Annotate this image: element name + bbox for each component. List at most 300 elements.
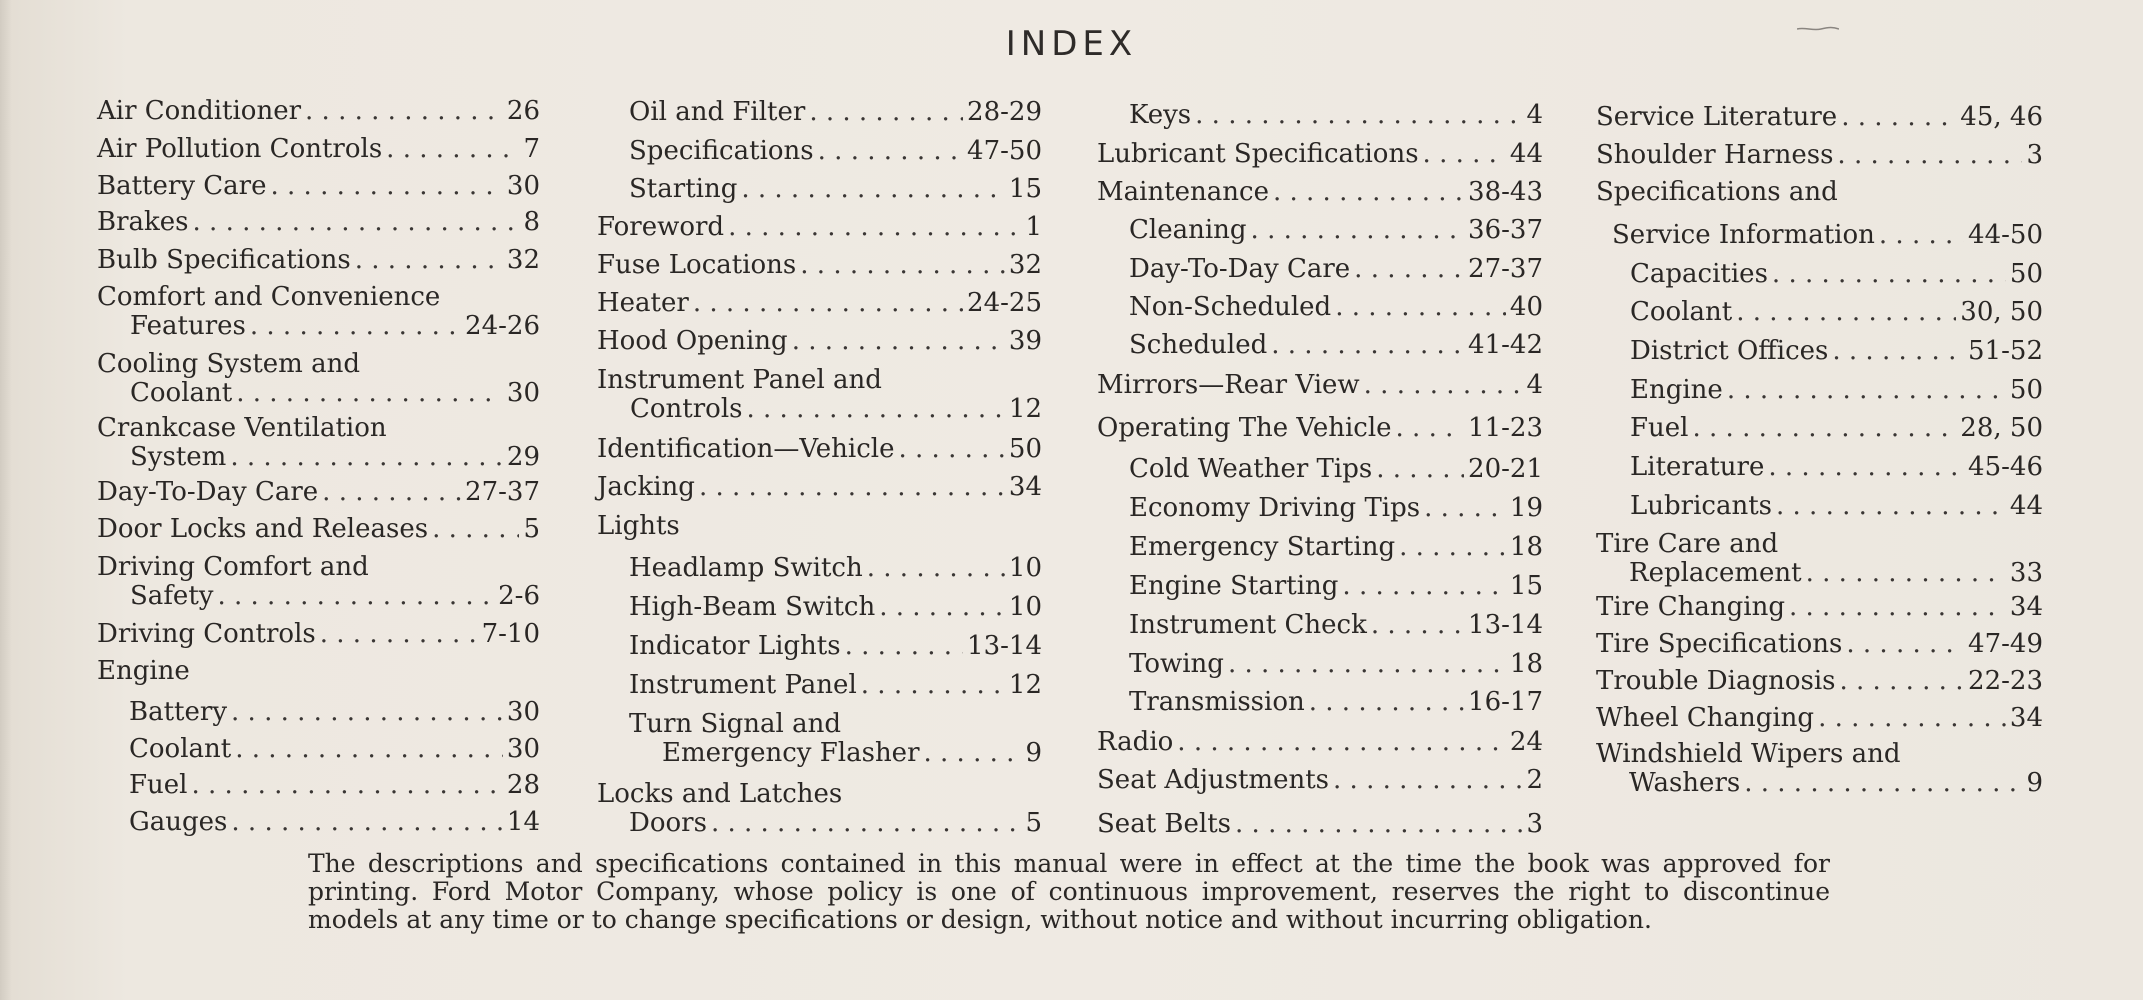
index-entry <box>97 771 540 800</box>
index-page-number: 9 <box>2026 768 2043 798</box>
index-page-number: 2-6 <box>498 581 540 611</box>
index-page-number: 28 <box>506 770 540 800</box>
index-entry-line <box>597 809 1042 838</box>
leader-dots <box>1879 221 1964 250</box>
index-entry-line <box>597 512 1042 541</box>
leader-dots <box>1776 492 2006 521</box>
leader-dots <box>236 379 503 408</box>
index-entry <box>97 246 540 275</box>
index-entry-label: Day-To-Day Care <box>1129 254 1351 284</box>
index-page-number: 44 <box>1509 139 1543 169</box>
index-page-number: 34 <box>2009 592 2043 622</box>
leader-dots <box>217 582 494 611</box>
index-entry-label: Identification—Vehicle <box>597 434 895 464</box>
index-entry-line <box>1097 414 1543 443</box>
index-entry <box>97 208 540 237</box>
index-entry-continuation: Safety <box>130 581 214 611</box>
index-entry <box>1097 572 1543 601</box>
index-entry <box>1097 101 1543 130</box>
leader-dots <box>1309 688 1464 717</box>
index-entry <box>1097 810 1543 839</box>
index-page-number: 40 <box>1509 292 1543 322</box>
leader-dots <box>1423 140 1506 169</box>
index-entry-line <box>97 246 540 275</box>
index-entry <box>97 657 540 686</box>
ink-smudge <box>1797 26 1839 32</box>
index-entry-continuation: Doors <box>629 808 707 838</box>
leader-dots <box>1832 337 1964 366</box>
index-entry <box>97 553 540 611</box>
index-entry-label: Fuse Locations <box>597 250 797 280</box>
index-page-number: 24 <box>1509 727 1543 757</box>
index-entry-line <box>1596 530 2043 559</box>
index-entry <box>97 414 540 472</box>
index-entry <box>1097 140 1543 169</box>
index-entry <box>1596 337 2043 366</box>
index-page-number: 19 <box>1509 493 1543 523</box>
index-entry-label: Engine Starting <box>1129 571 1339 601</box>
leader-dots <box>800 251 1005 280</box>
index-entry <box>1596 178 2043 207</box>
index-page-number: 34 <box>2009 703 2043 733</box>
index-entry <box>97 515 540 544</box>
index-entry-label: Service Information <box>1612 220 1875 250</box>
index-entry-label: Tire Changing <box>1596 592 1785 622</box>
index-entry <box>597 554 1042 583</box>
leader-dots <box>1744 769 2022 798</box>
index-entry-line <box>97 97 540 126</box>
index-entry-label: Crankcase Ventilation <box>97 413 387 443</box>
index-entry <box>597 473 1042 502</box>
index-page-number: 3 <box>1526 809 1543 839</box>
index-entry <box>597 175 1042 204</box>
index-entry-continuation: System <box>130 442 227 472</box>
leader-dots <box>1727 376 2006 405</box>
index-page-number: 32 <box>1008 250 1042 280</box>
index-page-number: 8 <box>523 207 540 237</box>
leader-dots <box>1354 255 1464 284</box>
leader-dots <box>1839 667 1964 696</box>
index-entry-label: Jacking <box>597 472 695 502</box>
index-entry-label: Cleaning <box>1129 215 1247 245</box>
index-entry <box>1097 766 1543 795</box>
leader-dots <box>746 395 1004 424</box>
index-entry-label: Fuel <box>1630 413 1689 443</box>
index-entry-label: Day-To-Day Care <box>97 477 319 507</box>
index-page-number: 44-50 <box>1968 220 2043 250</box>
index-entry-line <box>97 657 540 686</box>
index-entry <box>1596 221 2043 250</box>
index-page-number: 2 <box>1526 765 1543 795</box>
index-entry <box>97 478 540 507</box>
index-page-number: 10 <box>1008 592 1042 622</box>
index-entry <box>1097 688 1543 717</box>
index-entry-line <box>597 175 1042 204</box>
index-page-number: 30 <box>506 378 540 408</box>
leader-dots <box>230 443 503 472</box>
index-entry-label: Shoulder Harness <box>1596 140 1834 170</box>
index-entry-label: Transmission <box>1129 687 1305 717</box>
leader-dots <box>231 808 503 837</box>
index-entry-continuation: Replacement <box>1629 558 1802 588</box>
index-page-number: 3 <box>2026 140 2043 170</box>
index-page-number: 22-23 <box>1968 666 2043 696</box>
index-page-number: 18 <box>1509 649 1543 679</box>
leader-dots <box>711 809 1022 838</box>
index-entry-line <box>1097 140 1543 169</box>
index-entry-line <box>1097 178 1543 207</box>
index-entry-line <box>1097 455 1543 484</box>
leader-dots <box>355 246 503 275</box>
index-entry <box>1097 611 1543 640</box>
index-page-number: 24-26 <box>465 311 540 341</box>
index-page-number: 12 <box>1008 394 1042 424</box>
index-entry <box>1596 740 2043 798</box>
leader-dots <box>861 671 1005 700</box>
index-entry-line <box>597 327 1042 356</box>
index-entry-label: Tire Specifications <box>1596 629 1843 659</box>
index-page-number: 32 <box>506 245 540 275</box>
index-entry <box>97 97 540 126</box>
index-entry-label: Lights <box>597 511 680 541</box>
index-page-number: 7-10 <box>481 619 540 649</box>
index-page-number: 15 <box>1509 571 1543 601</box>
index-entry-line <box>597 289 1042 318</box>
leader-dots <box>1789 593 2006 622</box>
leader-dots <box>792 327 1005 356</box>
leader-dots <box>250 312 461 341</box>
index-entry <box>1596 704 2043 733</box>
index-entry-line <box>597 137 1042 166</box>
leader-dots <box>1371 611 1464 640</box>
index-page-number: 51-52 <box>1968 336 2043 366</box>
index-entry-label: Emergency Starting <box>1129 532 1396 562</box>
leader-dots <box>193 208 520 237</box>
leader-dots <box>1342 572 1505 601</box>
index-entry-line <box>97 582 540 611</box>
index-entry <box>1596 593 2043 622</box>
leader-dots <box>1768 453 1964 482</box>
index-entry-line <box>97 414 540 443</box>
leader-dots <box>235 735 503 764</box>
index-entry-label: Hood Opening <box>597 326 788 356</box>
index-page-number: 36-37 <box>1468 215 1543 245</box>
index-entry-line <box>1097 371 1543 400</box>
index-entry-label: Bulb Specifications <box>97 245 351 275</box>
index-entry <box>597 671 1042 700</box>
index-entry-line <box>97 379 540 408</box>
index-entry-label: Capacities <box>1630 259 1768 289</box>
index-entry-line <box>597 435 1042 464</box>
leader-dots <box>818 137 963 166</box>
index-entry-label: Non-Scheduled <box>1129 292 1332 322</box>
index-entry-continuation: Coolant <box>130 378 233 408</box>
index-entry-label: Cold Weather Tips <box>1129 454 1373 484</box>
index-entry-line <box>597 632 1042 661</box>
index-entry-line <box>1596 337 2043 366</box>
index-entry-line <box>97 808 540 837</box>
index-page-number: 45-46 <box>1968 452 2043 482</box>
index-entry-line <box>1097 766 1543 795</box>
leader-dots <box>1364 371 1523 400</box>
index-entry <box>1596 453 2043 482</box>
leader-dots <box>1693 414 1957 443</box>
leader-dots <box>845 632 963 661</box>
index-entry-line <box>1596 769 2043 798</box>
index-entry-line <box>97 553 540 582</box>
index-entry-line <box>1596 298 2043 327</box>
index-page-number: 18 <box>1509 532 1543 562</box>
index-page-number: 50 <box>1008 434 1042 464</box>
index-entry <box>1097 331 1543 360</box>
index-entry-continuation: Features <box>130 311 246 341</box>
index-entry-line <box>1097 255 1543 284</box>
index-page-number: 50 <box>2009 375 2043 405</box>
leader-dots <box>924 739 1022 768</box>
index-page-number: 38-43 <box>1468 177 1543 207</box>
leader-dots <box>1396 414 1465 443</box>
index-entry <box>97 172 540 201</box>
index-entry-line <box>597 395 1042 424</box>
leader-dots <box>867 554 1005 583</box>
leader-dots <box>898 435 1004 464</box>
index-page-number: 50 <box>2009 259 2043 289</box>
index-page-number: 27-37 <box>1468 254 1543 284</box>
index-entry-line <box>1097 293 1543 322</box>
leader-dots <box>270 172 502 201</box>
index-entry <box>1596 141 2043 170</box>
index-entry-line <box>597 739 1042 768</box>
index-page-number: 5 <box>523 514 540 544</box>
leader-dots <box>1376 455 1464 484</box>
index-entry-line <box>1097 650 1543 679</box>
index-entry <box>1097 494 1543 523</box>
index-page-number: 26 <box>506 96 540 126</box>
index-entry <box>1097 650 1543 679</box>
index-entry <box>1097 216 1543 245</box>
index-entry-line <box>1097 494 1543 523</box>
leader-dots <box>320 620 478 649</box>
index-entry-label: Foreword <box>597 212 725 242</box>
index-entry <box>97 350 540 408</box>
index-entry-label: Heater <box>597 288 689 318</box>
index-entry <box>597 289 1042 318</box>
index-entry-line <box>1596 414 2043 443</box>
index-entry-line <box>597 593 1042 622</box>
index-page-number: 28, 50 <box>1960 413 2043 443</box>
index-entry-line <box>1596 667 2043 696</box>
index-entry-label: Locks and Latches <box>597 779 843 809</box>
leader-dots <box>1818 704 2006 733</box>
index-entry-label: Wheel Changing <box>1596 703 1815 733</box>
index-page-number: 14 <box>506 807 540 837</box>
index-entry <box>597 137 1042 166</box>
index-page-number: 20-21 <box>1468 454 1543 484</box>
index-entry <box>597 251 1042 280</box>
leader-dots <box>1736 298 1956 327</box>
index-entry <box>97 735 540 764</box>
index-entry-line <box>1596 103 2043 132</box>
index-entry-line <box>1596 141 2043 170</box>
index-entry <box>1596 103 2043 132</box>
index-entry-line <box>97 443 540 472</box>
leader-dots <box>1837 141 2022 170</box>
index-entry-label: Instrument Panel and <box>597 365 882 395</box>
index-entry-label: Tire Care and <box>1596 529 1779 559</box>
index-entry-label: Seat Belts <box>1097 809 1232 839</box>
index-page-number: 41-42 <box>1468 330 1543 360</box>
index-entry-label: Towing <box>1129 649 1224 679</box>
index-entry <box>1596 667 2043 696</box>
index-entry-label: Engine <box>97 656 190 686</box>
index-entry-line <box>1596 559 2043 588</box>
index-entry-continuation: Controls <box>630 394 743 424</box>
index-entry-label: Brakes <box>97 207 189 237</box>
leader-dots <box>1273 178 1464 207</box>
index-entry-line <box>97 515 540 544</box>
index-page-number: 4 <box>1526 100 1543 130</box>
index-page-number: 30 <box>506 171 540 201</box>
index-entry <box>1097 371 1543 400</box>
index-entry-label: Coolant <box>129 734 232 764</box>
index-entry <box>597 632 1042 661</box>
index-entry-label: Windshield Wipers and <box>1596 739 1901 769</box>
index-page-number: 29 <box>506 442 540 472</box>
index-entry <box>1097 728 1543 757</box>
index-page-number: 44 <box>2009 491 2043 521</box>
index-entry-label: Specifications and <box>1596 177 1838 207</box>
index-entry-label: Air Pollution Controls <box>97 134 383 164</box>
index-entry-label: Lubricants <box>1630 491 1772 521</box>
index-entry-line <box>597 473 1042 502</box>
leader-dots <box>305 97 503 126</box>
index-entry-line <box>597 213 1042 242</box>
index-entry-line <box>1596 492 2043 521</box>
index-entry-line <box>1596 376 2043 405</box>
index-entry-label: Turn Signal and <box>629 709 842 739</box>
index-entry-line <box>1596 593 2043 622</box>
index-page-number: 13-14 <box>967 631 1042 661</box>
index-entry <box>97 808 540 837</box>
index-entry-line <box>97 735 540 764</box>
index-entry <box>1596 376 2043 405</box>
index-entry-line <box>597 366 1042 395</box>
index-entry-label: Coolant <box>1630 297 1733 327</box>
index-entry-label: Lubricant Specifications <box>1097 139 1419 169</box>
index-page-number: 28-29 <box>967 97 1042 127</box>
index-entry-line <box>1097 572 1543 601</box>
index-page-number: 47-50 <box>967 136 1042 166</box>
leader-dots <box>1251 216 1465 245</box>
index-entry-label: Seat Adjustments <box>1097 765 1330 795</box>
index-entry <box>597 366 1042 424</box>
index-entry-line <box>1097 688 1543 717</box>
index-entry-label: Fuel <box>129 770 188 800</box>
index-entry <box>597 780 1042 838</box>
index-entry-line <box>597 251 1042 280</box>
index-page-number: 47-49 <box>1968 629 2043 659</box>
index-page-number: 12 <box>1008 670 1042 700</box>
index-entry-line <box>97 135 540 164</box>
index-entry-line <box>597 98 1042 127</box>
index-entry <box>1596 414 2043 443</box>
index-page-number: 30 <box>506 697 540 727</box>
index-entry <box>597 435 1042 464</box>
index-entry-line <box>1097 728 1543 757</box>
leader-dots <box>1335 293 1506 322</box>
index-page-number: 10 <box>1008 553 1042 583</box>
index-page-number: 13-14 <box>1468 610 1543 640</box>
leader-dots <box>1841 103 1956 132</box>
leader-dots <box>1399 533 1506 562</box>
index-entry-line <box>97 620 540 649</box>
index-entry-label: Indicator Lights <box>629 631 841 661</box>
index-entry <box>97 698 540 727</box>
index-entry-label: Oil and Filter <box>629 97 806 127</box>
leader-dots <box>322 478 461 507</box>
index-entry <box>97 620 540 649</box>
index-entry-line <box>1097 611 1543 640</box>
index-page-number: 5 <box>1025 808 1042 838</box>
leader-dots <box>1177 728 1506 757</box>
index-entry-label: Battery <box>129 697 228 727</box>
index-entry <box>1596 530 2043 588</box>
index-page-number: 4 <box>1526 370 1543 400</box>
index-entry <box>1097 178 1543 207</box>
index-page-number: 45, 46 <box>1960 102 2043 132</box>
index-entry-line <box>1596 178 2043 207</box>
index-entry-label: Headlamp Switch <box>629 553 863 583</box>
index-page-number: 16-17 <box>1468 687 1543 717</box>
index-page-number: 7 <box>523 134 540 164</box>
index-entry-label: Operating The Vehicle <box>1097 413 1392 443</box>
index-entry-line <box>97 172 540 201</box>
index-page-number: 1 <box>1025 212 1042 242</box>
index-entry-line <box>97 350 540 379</box>
leader-dots <box>192 771 503 800</box>
leader-dots <box>1806 559 2006 588</box>
index-entry-line <box>97 478 540 507</box>
index-entry-label: Maintenance <box>1097 177 1269 207</box>
index-entry-label: Keys <box>1129 100 1192 130</box>
leader-dots <box>879 593 1005 622</box>
leader-dots <box>1846 630 1964 659</box>
index-page-number: 30, 50 <box>1960 297 2043 327</box>
index-entry-label: District Offices <box>1630 336 1829 366</box>
index-entry <box>97 283 540 341</box>
index-entry-label: Battery Care <box>97 171 267 201</box>
index-entry-line <box>1596 740 2043 769</box>
index-entry-line <box>97 312 540 341</box>
leader-dots <box>432 515 519 544</box>
index-page-number: 39 <box>1008 326 1042 356</box>
index-entry-line <box>1596 260 2043 289</box>
index-entry-line <box>97 283 540 312</box>
index-page-number: 30 <box>506 734 540 764</box>
index-page-number: 11-23 <box>1468 413 1543 443</box>
leader-dots <box>1333 766 1522 795</box>
index-entry <box>1596 492 2043 521</box>
index-page-number: 34 <box>1008 472 1042 502</box>
index-entry <box>597 213 1042 242</box>
index-entry-label: Door Locks and Releases <box>97 514 429 544</box>
index-page-number: 15 <box>1008 174 1042 204</box>
index-entry-label: Gauges <box>129 807 228 837</box>
index-entry-line <box>597 780 1042 809</box>
index-entry-line <box>1097 810 1543 839</box>
leader-dots <box>1271 331 1464 360</box>
index-entry-label: Scheduled <box>1129 330 1268 360</box>
